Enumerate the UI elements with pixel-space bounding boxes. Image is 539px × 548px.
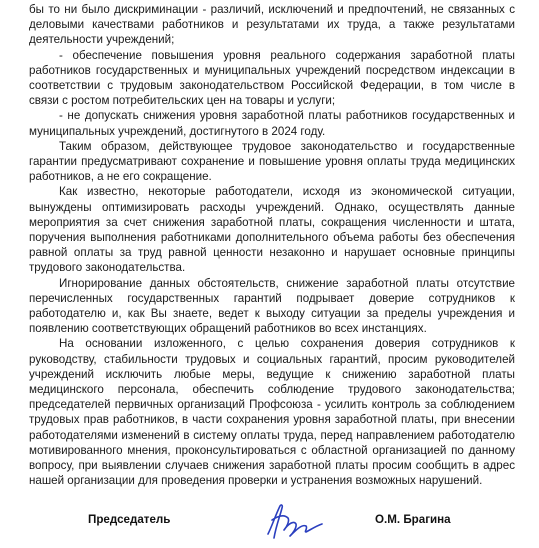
signatory-name: О.М. Брагина (375, 513, 451, 526)
paragraph-no-reduction-item: - не допускать снижения уровня заработной платы работников государственных и муниципальных учреждений, достигнутого в 2024 году. (29, 109, 515, 138)
paragraph-ignoring-circumstances: Игнорирование данных обстоятельств, снижение заработной платы отсутствие перечисленных государственных гарантий подрывает доверие сотрудников к работодателю и, как Вы знаете, ведет к выходу ситуации за пределы учреждения и появлению соответствующих обращений работников во всех инстанциях. (29, 276, 515, 336)
paragraph-conclusion: Таким образом, действующее трудовое законодательство и государственные гарантии предусматривают сохранение и повышение уровня оплаты труда медицинских работников, а не его сокращение. (29, 139, 515, 184)
handwritten-signature (262, 498, 326, 542)
signatory-role: Председатель (88, 513, 171, 526)
signature-block (0, 498, 539, 548)
paragraph-optimization: Как известно, некоторые работодатели, исходя из экономической ситуации, вынуждены оптимизировать расходы учреждений. Однако, осуществлять данные мероприятия за счет снижения заработной платы, сокращения численности и штата, поручения выполнения работниками дополнительного объема работы без обеспечения равной оплаты за труд равной ценности незаконно и нарушает основные принципы трудового законодательства. (29, 185, 515, 275)
paragraph-continuation: бы то ни было дискриминации - различий, исключений и предпочтений, не связанных с деловыми качествами работников и результатами их труда, а также результатами деятельности учреждений; (29, 3, 515, 47)
paragraph-request: На основании изложенного, с целью сохранения доверия сотрудников к руководству, стабильности трудовых и социальных гарантий, просим руководителей учреждений исключить любые меры, ведущие к снижению заработной платы медицинского персонала, обеспечить соблюдение трудового законодательства; председателей первичных организаций Профсоюза - усилить контроль за соблюдением трудовых прав работников, в части сохранения уровня заработной платы, при внесении работодателями изменений в систему оплаты труда, перед направлением работодателю мотивированного мнения, проконсультироваться с областной организацией по данному вопросу, при выявлении случаев снижения заработной платы просим сообщить в адрес нашей организации для проведения проверки и устранения возможных нарушений. (29, 337, 515, 488)
paragraph-indexation-item: - обеспечение повышения уровня реального содержания заработной платы работников государственных и муниципальных учреждений посредством индексации в соответствии с трудовым законодательством Российской Федерации, в том числе в связи с ростом потребительских цен на товары и услуги; (29, 48, 515, 108)
